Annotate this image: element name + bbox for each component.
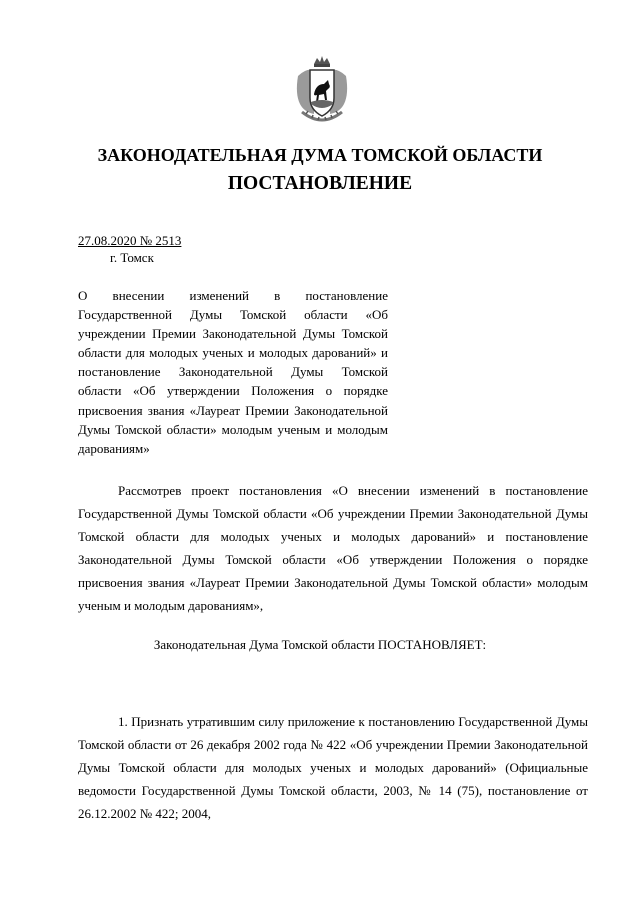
organization-title: ЗАКОНОДАТЕЛЬНАЯ ДУМА ТОМСКОЙ ОБЛАСТИ: [97, 145, 543, 165]
document-subject: О внесении изменений в постановление Государственной Думы Томской области «Об учреждении Премии Законодательной Думы Томской области для молодых ученых и молодых дарований» и постановление Законодательной Думы Томской области «Об утверждении Положения о порядке присвоения звания «Лауреат Премии Законодательной Думы Томской области» молодым ученым и молодым дарованиям»: [78, 288, 388, 456]
document-city: г. Томск: [110, 250, 154, 265]
document-date-number: 27.08.2020 № 2513: [78, 233, 182, 248]
coat-of-arms-icon: [292, 54, 352, 128]
resolves-line: Законодательная Дума Томской области ПОСТАНОВЛЯЕТ:: [153, 637, 487, 652]
preamble-paragraph: Рассмотрев проект постановления «О внесении изменений в постановление Государственной Думы Томской области «Об учреждении Премии Законодательной Думы Томской области для молодых ученых и молодых дарований» и постановление Законодательной Думы Томской области «Об утверждении Положения о порядке присвоения звания «Лауреат Премии Законодательной Думы Томской области» молодым ученым и молодым дарованиям»,: [78, 483, 588, 613]
clause-1-paragraph: 1. Признать утратившим силу приложение к постановлению Государственной Думы Томской области от 26 декабря 2002 года № 422 «Об учреждении Премии Законодательной Думы Томской области для молодых ученых и молодых дарований» (Официальные ведомости Государственной Думы Томской области, 2003, № 14 (75), постановление от 26.12.2002 № 422; 2004,: [78, 714, 588, 821]
document-type-title: ПОСТАНОВЛЕНИЕ: [227, 173, 413, 194]
